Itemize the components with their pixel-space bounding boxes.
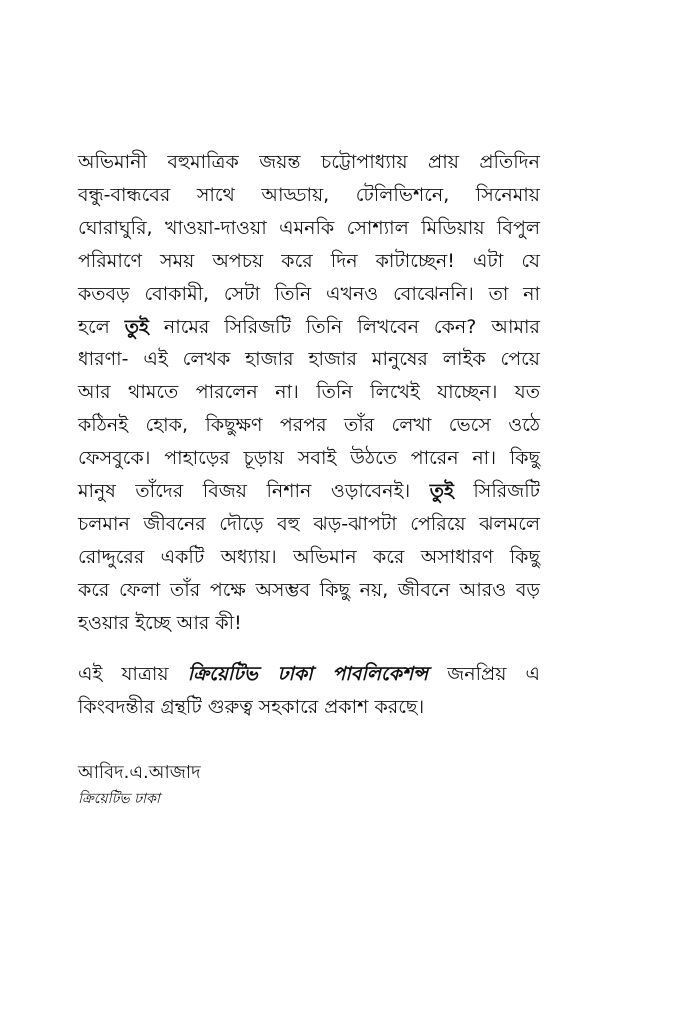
text-line: হওয়ার ইচ্ছে আর কী! bbox=[78, 611, 242, 634]
text-segment: হলে bbox=[78, 315, 125, 338]
series-title-emphasis: তুই bbox=[429, 480, 454, 503]
signatory-organization: ক্রিয়েটিভ ঢাকা bbox=[78, 791, 160, 807]
text-line: ধারণা- এই লেখক হাজার হাজার মানুষের লাইক পেয়ে bbox=[78, 348, 540, 371]
text-line: কিংবদন্তীর গ্রন্থটি গুরুত্ব সহকারে প্রকাশ করছে। bbox=[78, 695, 425, 718]
text-line: চলমান জীবনের দৌড়ে বহু ঝড়-ঝাপটা পেরিয়ে ঝলমলে bbox=[78, 512, 540, 535]
text-line: অভিমানী বহুমাত্রিক জয়ন্ত চট্টোপাধ্যায় প্রায় প্রতিদিন bbox=[78, 151, 540, 173]
text-segment: এই যাত্রায় bbox=[78, 663, 188, 685]
text-line bbox=[78, 475, 540, 508]
text-line: রোদ্দুরের একটি অধ্যায়। অভিমান করে অসাধারণ কিছু bbox=[78, 545, 540, 568]
publisher-name: ক্রিয়েটিভ ঢাকা পাবলিকেশন্স bbox=[187, 663, 429, 685]
text-segment: জনপ্রিয় এ bbox=[428, 663, 540, 685]
series-title-emphasis: তুই bbox=[124, 315, 149, 338]
text-segment: নামের সিরিজটি তিনি লিখবেন কেন? আমার bbox=[148, 315, 540, 338]
signatory-name: আবিদ.এ.আজাদ bbox=[78, 762, 201, 783]
text-segment: মানুষ তাঁদের বিজয় নিশান ওড়াবেনই। bbox=[78, 480, 430, 503]
text-line: কঠিনই হোক, কিছুক্ষণ পরপর তাঁর লেখা ভেসে ওঠে bbox=[78, 414, 540, 437]
text-line: ফেসবুকে। পাহাড়ের চূড়ায় সবাই উঠতে পারেন না। কিছু bbox=[78, 447, 540, 470]
text-line: আর থামতে পারলেন না। তিনি লিখেই যাচ্ছেন। যত bbox=[78, 381, 540, 404]
text-line: করে ফেলা তাঁর পক্ষে অসম্ভব কিছু নয়, জীবনে আরও বড় bbox=[78, 578, 540, 601]
signature-block bbox=[78, 758, 201, 810]
publisher-paragraph bbox=[78, 658, 540, 724]
text-line: পরিমাণে সময় অপচয় করে দিন কাটাচ্ছেন! এটা যে bbox=[78, 249, 540, 272]
text-line: বন্ধু-বান্ধবের সাথে আড্ডায়, টেলিভিশনে, সিনেমায় bbox=[78, 183, 540, 206]
text-line bbox=[78, 658, 540, 691]
intro-paragraph bbox=[78, 146, 540, 640]
text-line bbox=[78, 311, 540, 344]
text-line: ঘোরাঘুরি, খাওয়া-দাওয়া এমনকি সোশ্যাল মিডিয়ায় বিপুল bbox=[78, 216, 540, 239]
text-line: কতবড় বোকামী, সেটা তিনি এখনও বোঝেননি। তা না bbox=[78, 282, 540, 305]
text-segment: সিরিজটি bbox=[453, 480, 541, 503]
